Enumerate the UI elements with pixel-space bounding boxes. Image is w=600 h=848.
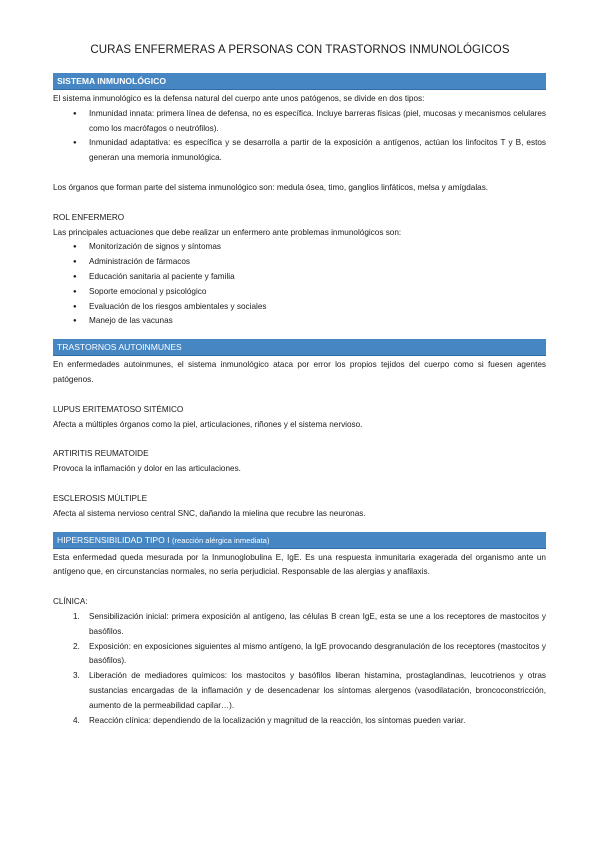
page-title: CURAS ENFERMERAS A PERSONAS CON TRASTORNOS INMUNOLÓGICOS [90, 44, 510, 56]
list-number: 3. [73, 671, 80, 681]
esclerosis-text: Afecta al sistema nervioso central SNC, dañando la mielina que recubre las neuronas. [53, 508, 366, 518]
esclerosis-title: ESCLEROSIS MÚLTIPLE [53, 493, 148, 503]
s2-intro: En enfermedades autoinmunes, el sistema inmunológico ataca por error los propios tejidos del cuerpo como si fuesen agentes patógenos. [53, 360, 546, 384]
list-text: Liberación de mediadores químicos: los mastocitos y basófilos liberan histamina, prostaglandinas, leucotrienos y otras sustancias encargadas de la inflamación y de desencadenar los síntomas alergenos (vasodilatación, broncoconstricción, aumento de la permeabilidad capilar…). [89, 671, 546, 710]
list-item: ● Inmunidad adaptativa: es específica y se desarrolla a partir de la exposición a antígenos, actúan los linfocitos T y B, estos generan una memoria inmunológica. [53, 136, 546, 166]
list-item: ● Manejo de las vacunas [53, 314, 546, 329]
artritis-title: ARTIRITIS REUMATOIDE [53, 449, 149, 459]
list-item: ● Educación sanitaria al paciente y familia [53, 270, 546, 285]
list-text: Exposición: en exposiciones siguientes al mismo antígeno, la IgE provocando desgranulación de los receptores (mastocitos y basófilos). [89, 641, 546, 666]
s1-organs: Los órganos que forman parte del sistema inmunológico son: medula ósea, timo, ganglios linfáticos, melsa y amígdalas. [53, 182, 489, 192]
hipersensibilidad-header-sub: (reacción alérgica inmediata) [171, 535, 270, 545]
list-number: 4. [73, 715, 80, 725]
rol-enfermero-title: ROL ENFERMERO [53, 212, 125, 222]
lupus-text: Afecta a múltiples órganos como la piel, articulaciones, riñones y el sistema nervioso. [53, 419, 363, 429]
s1-bullet-list [53, 107, 546, 166]
list-item [53, 669, 546, 713]
list-item [53, 640, 546, 670]
clinica-list [53, 610, 546, 728]
list-item [53, 610, 546, 640]
list-item: ● Evaluación de los riesgos ambientales y sociales [53, 300, 546, 315]
list-number: 1. [73, 611, 80, 621]
artritis-text: Provoca la inflamación y dolor en las articulaciones. [53, 464, 241, 474]
clinica-title: CLÍNICA: [53, 597, 88, 607]
list-text: Reacción clínica: dependiendo de la localización y magnitud de la reacción, los síntomas pueden variar. [89, 715, 466, 725]
list-number: 2. [73, 641, 80, 651]
rol-enfermero-intro: Las principales actuaciones que debe realizar un enfermero ante problemas inmunológicos son: [53, 227, 402, 237]
section-header-hipersensibilidad [53, 532, 546, 549]
section-header-trastornos-autoinmunes: TRASTORNOS AUTOINMUNES [53, 339, 546, 356]
list-item: ● Inmunidad innata: primera línea de defensa, no es específica. Incluye barreras físicas (piel, mucosas y mecanismos celulares como los macrófagos o neutrófilos). [53, 107, 546, 137]
section-header-sistema-inmunologico: SISTEMA INMUNOLÓGICO [53, 73, 546, 90]
list-item [53, 714, 546, 729]
rol-enfermero-list [53, 240, 546, 329]
lupus-title: LUPUS ERITEMATOSO SITÉMICO [53, 404, 184, 414]
list-item: ● Soporte emocional y psicológico [53, 285, 546, 300]
hipersensibilidad-header-main: HIPERSENSIBILIDAD TIPO I [57, 534, 170, 545]
list-item: ● Administración de fármacos [53, 255, 546, 270]
s1-intro: El sistema inmunológico es la defensa natural del cuerpo ante unos patógenos, se divide en dos tipos: [53, 94, 425, 103]
list-item: ● Monitorización de signos y síntomas [53, 240, 546, 255]
document-body [53, 73, 546, 728]
s3-intro: Esta enfermedad queda mesurada por la Inmunoglobulina E, IgE. Es una respuesta inmunitaria exagerada del organismo ante un antígeno que, en circunstancias normales, no seria perjudicial. Responsable de las alergias y anafilaxis. [53, 552, 546, 577]
list-text: Sensibilización inicial: primera exposición al antígeno, las células B crean IgE, esta se une a los receptores de mastocitos y basófilos. [89, 611, 546, 636]
